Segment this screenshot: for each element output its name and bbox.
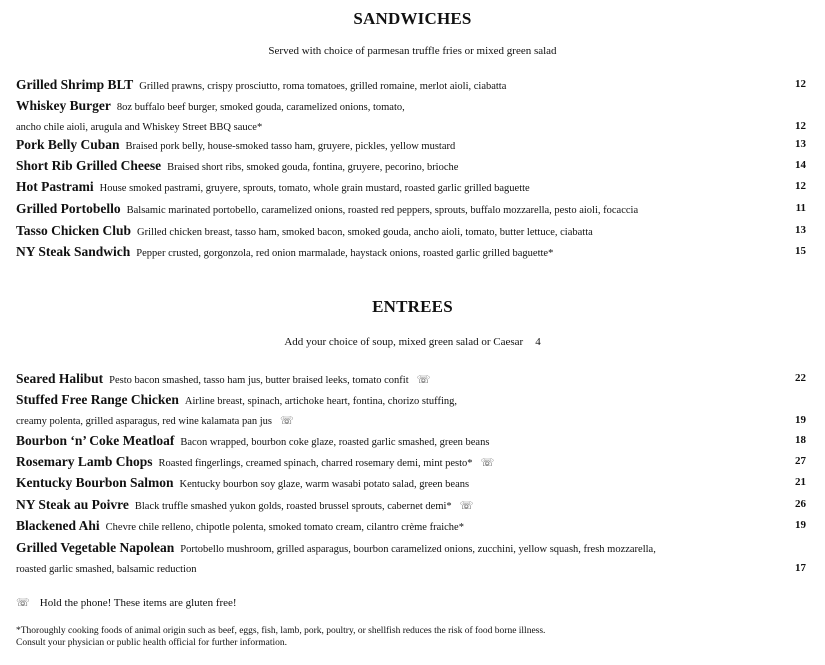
item-name: Pork Belly Cuban: [16, 137, 120, 152]
item-price: 22: [795, 372, 806, 384]
entrees-subtitle: [0, 336, 825, 348]
menu-item: [16, 472, 806, 493]
menu-item: [16, 74, 806, 95]
item-price: 17: [795, 562, 806, 574]
gluten-free-phone-icon: ☏: [416, 374, 431, 386]
menu-item: [16, 451, 806, 472]
item-name: Short Rib Grilled Cheese: [16, 158, 162, 173]
item-name: Grilled Portobello: [16, 201, 121, 216]
item-description-cont: ancho chile aioli, arugula and Whiskey Street BBQ sauce*: [16, 122, 263, 133]
item-name: Stuffed Free Range Chicken: [16, 392, 179, 407]
item-description: Roasted fingerlings, creamed spinach, charred rosemary demi, mint pesto*: [158, 458, 473, 469]
item-description: Grilled chicken breast, tasso ham, smoked bacon, smoked gouda, ancho aioli, tomato, butter lettuce, ciabatta: [137, 227, 593, 238]
entrees-subtitle-price: 4: [535, 336, 541, 348]
gluten-free-phone-icon: ☏: [480, 457, 495, 469]
menu-item: [16, 176, 806, 197]
item-description: Pesto bacon smashed, tasso ham jus, butter braised leeks, tomato confit: [109, 375, 409, 386]
menu-item: [16, 241, 806, 262]
sandwiches-subtitle: Served with choice of parmesan truffle fries or mixed green salad: [268, 45, 557, 57]
item-price: 12: [795, 78, 806, 90]
item-description: Airline breast, spinach, artichoke heart, fontina, chorizo stuffing,: [184, 396, 458, 407]
item-price: 15: [795, 245, 806, 257]
menu-item: [16, 515, 806, 536]
item-description: Black truffle smashed yukon golds, roasted brussel sprouts, cabernet demi*: [134, 501, 452, 512]
item-description: Portobello mushroom, grilled asparagus, bourbon caramelized onions, zucchini, yellow squash, fresh mozzarella,: [180, 544, 656, 555]
item-price: 18: [795, 434, 806, 446]
item-name: Rosemary Lamb Chops: [16, 454, 153, 469]
gluten-free-phone-icon: ☏: [16, 597, 30, 609]
food-safety-footnote: [16, 625, 545, 649]
item-name: Blackened Ahi: [16, 518, 100, 533]
item-description-cont: creamy polenta, grilled asparagus, red wine kalamata pan jus: [16, 416, 272, 427]
item-price: 12: [795, 120, 806, 132]
item-price: 14: [795, 159, 806, 171]
footnote-line: *Thoroughly cooking foods of animal origin such as beef, eggs, fish, lamb, pork, poultry, or shellfish reduces the risk of food borne illness.: [16, 626, 546, 636]
item-name: NY Steak au Poivre: [16, 497, 129, 512]
menu-item: [16, 95, 806, 136]
item-price: 12: [795, 180, 806, 192]
item-description: Chevre chile relleno, chipotle polenta, smoked tomato cream, cilantro crème fraiche*: [105, 522, 464, 533]
menu-item: [16, 389, 806, 430]
item-description: Braised short ribs, smoked gouda, fontina, gruyere, pecorino, brioche: [167, 162, 459, 173]
menu-item: [16, 494, 806, 515]
menu-item: [16, 198, 806, 219]
item-price: 19: [795, 519, 806, 531]
item-name: Bourbon ‘n’ Coke Meatloaf: [16, 433, 175, 448]
gluten-free-phone-icon: ☏: [279, 415, 294, 427]
item-name: Grilled Shrimp BLT: [16, 77, 134, 92]
item-name: Grilled Vegetable Napolean: [16, 540, 175, 555]
item-name: Hot Pastrami: [16, 179, 94, 194]
item-description-cont: roasted garlic smashed, balsamic reduction: [16, 564, 197, 575]
menu-item: [16, 537, 806, 578]
item-description: Braised pork belly, house-smoked tasso ham, gruyere, pickles, yellow mustard: [125, 141, 456, 152]
item-description: House smoked pastrami, gruyere, sprouts, tomato, whole grain mustard, roasted garlic grilled baguette: [99, 183, 530, 194]
sandwiches-heading: SANDWICHES: [353, 9, 472, 28]
item-description: Grilled prawns, crispy prosciutto, roma tomatoes, grilled romaine, merlot aioli, ciabatta: [139, 81, 507, 92]
item-price: 13: [795, 138, 806, 150]
item-price: 21: [795, 476, 806, 488]
item-name: Kentucky Bourbon Salmon: [16, 475, 174, 490]
menu-item: [16, 430, 806, 451]
item-price: 26: [795, 498, 806, 510]
gluten-free-phone-icon: ☏: [459, 500, 474, 512]
legend-text: Hold the phone! These items are gluten free!: [39, 597, 237, 609]
item-description: Balsamic marinated portobello, caramelized onions, roasted red peppers, sprouts, buffalo mozzarella, pesto aioli, focaccia: [126, 205, 639, 216]
item-price: 13: [795, 224, 806, 236]
menu-item: [16, 155, 806, 176]
item-name: Tasso Chicken Club: [16, 223, 132, 238]
gluten-free-legend: [16, 596, 237, 609]
item-name: Whiskey Burger: [16, 98, 111, 113]
entrees-heading: ENTREES: [372, 297, 453, 316]
menu-item: [16, 368, 806, 389]
item-price: 27: [795, 455, 806, 467]
item-name: Seared Halibut: [16, 371, 104, 386]
item-description: 8oz buffalo beef burger, smoked gouda, caramelized onions, tomato,: [116, 102, 405, 113]
entrees-subtitle-text: Add your choice of soup, mixed green salad or Caesar: [284, 336, 524, 348]
item-price: 11: [795, 202, 806, 214]
footnote-line: Consult your physician or public health official for further information.: [16, 638, 288, 648]
item-name: NY Steak Sandwich: [16, 244, 131, 259]
item-description: Bacon wrapped, bourbon coke glaze, roasted garlic smashed, green beans: [180, 437, 490, 448]
menu-item: [16, 134, 806, 155]
item-description: Kentucky bourbon soy glaze, warm wasabi potato salad, green beans: [179, 479, 470, 490]
item-price: 19: [795, 414, 806, 426]
menu-item: [16, 220, 806, 241]
item-description: Pepper crusted, gorgonzola, red onion marmalade, haystack onions, roasted garlic grilled baguette*: [136, 248, 554, 259]
